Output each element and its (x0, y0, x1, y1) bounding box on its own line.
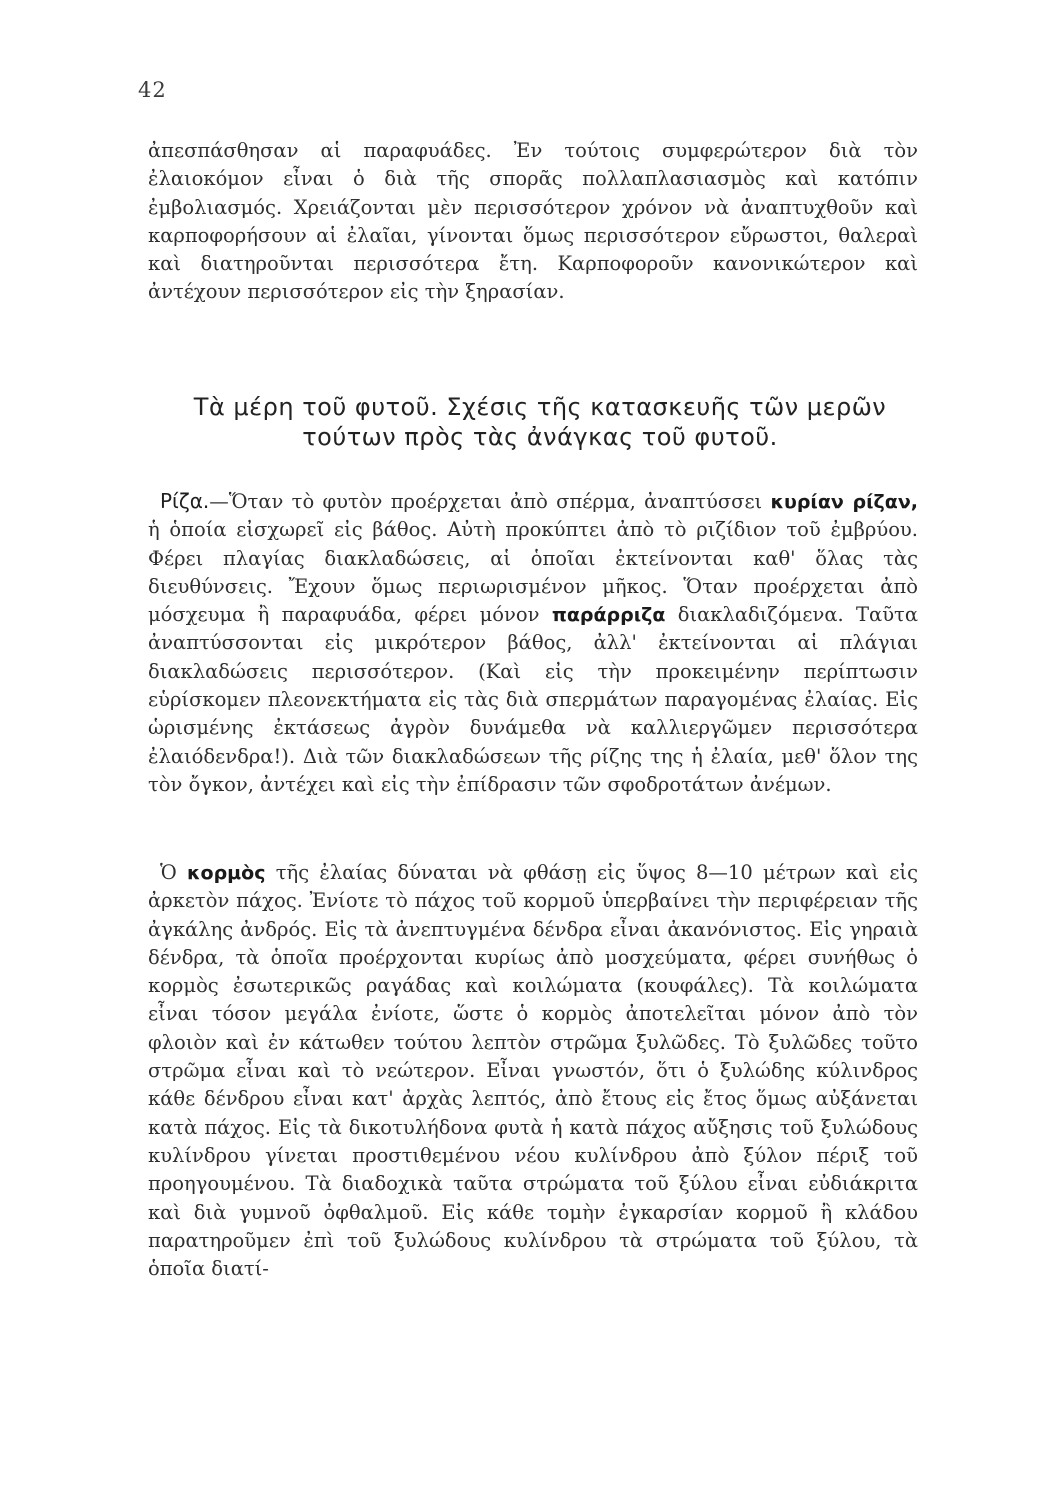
section-heading-line-2: τούτων πρὸς τὰς ἀνάγκας τοῦ φυτοῦ. (302, 423, 778, 451)
term-main-root: κυρίαν ρίζαν, (770, 491, 918, 513)
root-subheading: Ρίζα. (160, 489, 210, 513)
trunk-text-b: τῆς ἐλαίας δύναται νὰ φθάσῃ εἰς ὕψος 8—10 μέτρων καὶ εἰς ἀρκετὸν πάχος. Ἐνίοτε τὸ πάχος τοῦ κορμοῦ ὑπερβαίνει τὴν περιφέρειαν τῆς ἀγκάλης ἀνδρός. Εἰς τὰ ἀνεπτυγμένα δένδρα εἶναι ἀκανόνιστος. Εἰς γηραιὰ δένδρα, τὰ ὁποῖα προέρχονται κυρίως ἀπὸ μοσχεύματα, φέρει συνήθως ὁ κορμὸς ἐσωτερικῶς ραγάδας καὶ κοιλώματα (κουφάλες). Τὰ κοιλώματα εἶναι τόσον μεγάλα ἐνίοτε, ὥστε ὁ κορμὸς ἀποτελεῖται μόνον ἀπὸ τὸν φλοιὸν καὶ ἐν κάτωθεν τούτου λεπτὸν στρῶμα ξυλῶδες. Τὸ ξυλῶδες τοῦτο στρῶμα εἶναι καὶ τὸ νεώτερον. Εἶναι γνωστόν, ὅτι ὁ ξυλώδης κύλινδρος κάθε δένδρου εἶναι κατ' ἀρχὰς λεπτός, ἀπὸ ἔτους εἰς ἔτος ὅμως αὐξάνεται κατὰ πάχος. Εἰς τὰ δικοτυλήδονα φυτὰ ἡ κατὰ πάχος αὔξησις τοῦ ξυλώδους κυλίνδρου γίνεται προστιθεμένου νέου κυλίνδρου ἀπὸ ξύλον πέριξ τοῦ προηγουμένου. Τὰ διαδοχικὰ ταῦτα στρώματα τοῦ ξύλου εἶναι εὐδιάκριτα καὶ διὰ γυμνοῦ ὀφθαλμοῦ. Εἰς κάθε τομὴν ἐγκαρσίαν κορμοῦ ἢ κλάδου παρατηροῦμεν ἐπὶ τοῦ ξυλώδους κυλίνδρου τὰ στρώματα τοῦ ξύλου, τὰ ὁποῖα διατί- (148, 861, 918, 1281)
term-adventitious-roots: παράρριζα (551, 604, 666, 627)
root-text-b: ἡ ὁποία εἰσχωρεῖ εἰς βάθος. Αὐτὴ προκύπτει ἀπὸ τὸ ριζίδιον τοῦ ἐμβρύου. Φέρει πλαγίας διακλαδώσεις, αἱ ὁποῖαι ἐκτείνονται καθ' ὅλας τὰς διευθύνσεις. Ἔχουν ὅμως περιωρισμένον μῆκος. Ὅταν προέρχεται ἀπὸ μόσχευμα ἢ παραφυάδα, φέρει μόνον (148, 518, 918, 627)
paragraph-propagation: ἀπεσπάσθησαν αἱ παραφυάδες. Ἐν τούτοις συμφερώτερον διὰ τὸν ἐλαιοκόμον εἶναι ὁ διὰ τῆς σπορᾶς πολλαπλασιασμὸς καὶ κατόπιν ἐμβολιασμός. Χρειάζονται μὲν περισσότερον χρόνον νὰ ἀναπτυχθοῦν καὶ καρποφορήσουν αἱ ἐλαῖαι, γίνονται ὅμως περισσότερον εὔρωστοι, θαλεραὶ καὶ διατηροῦνται περισσότερα ἔτη. Καρποφοροῦν κανονικώτερον καὶ ἀντέχουν περισσότερον εἰς τὴν ξηρασίαν. (148, 139, 918, 304)
root-text-c: διακλαδιζόμενα. Ταῦτα ἀναπτύσσονται εἰς μικρότερον βάθος, ἀλλ' ἐκτείνονται αἱ πλάγιαι διακλαδώσεις περισσότερον. (Καὶ εἰς τὴν προκειμένην περίπτωσιν εὑρίσκομεν πλεονεκτήματα εἰς τὰς διὰ σπερμάτων παραγομένας ἐλαίας. Εἰς ὡρισμένης ἐκτάσεως ἀγρὸν δυνάμεθα νὰ καλλιεργῶμεν περισσότερα ἐλαιόδενδρα!). Διὰ τῶν διακλαδώσεων τῆς ρίζης της ἡ ἐλαία, μεθ' ὅλον της τὸν ὄγκον, ἀντέχει καὶ εἰς τὴν ἐπίδρασιν τῶν σφοδροτάτων ἀνέμων. (148, 603, 919, 796)
section-heading (140, 392, 940, 452)
term-trunk: κορμὸς (187, 862, 266, 884)
section-heading-line-1: Τὰ μέρη τοῦ φυτοῦ. Σχέσις τῆς κατασκευῆς τῶν μερῶν (193, 393, 887, 421)
paragraph-root (148, 487, 918, 799)
paragraph-trunk (148, 859, 918, 1283)
root-text-a: —Ὅταν τὸ φυτὸν προέρχεται ἀπὸ σπέρμα, ἀναπτύσσει (209, 490, 771, 513)
page-number: 42 (138, 78, 167, 102)
trunk-text-a: Ὁ (160, 861, 188, 884)
